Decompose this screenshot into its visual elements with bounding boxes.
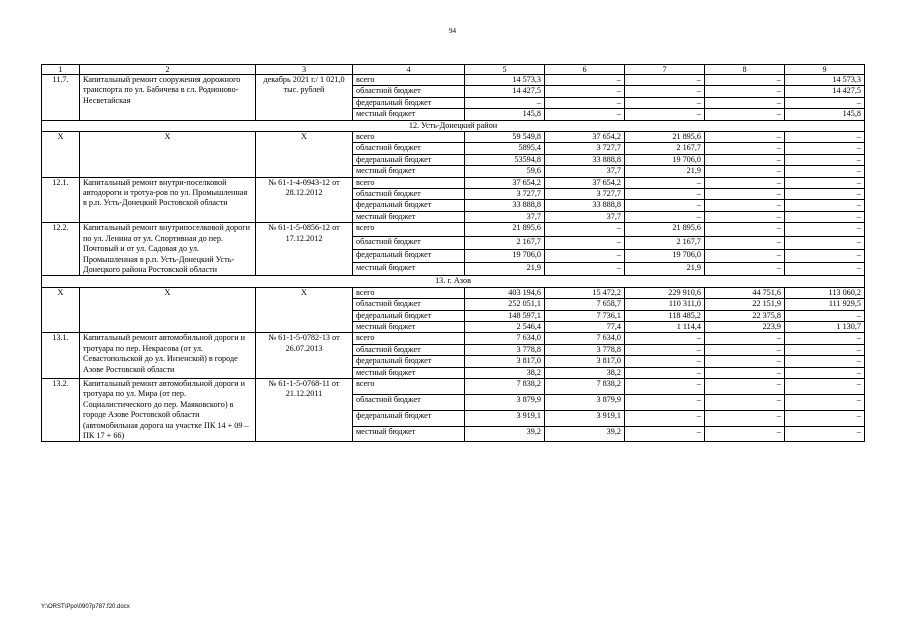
amount-cell: – [785,263,865,276]
item-number: Х [42,132,80,178]
object-name: Капитальный ремонт автомобильной дороги и тротуара по пер. Некрасова (от ул. Севастопольской до ул. Инзенской) в городе Азове Ростовской области [80,333,256,379]
amount-cell: 44 751,6 [705,287,785,298]
amount-cell: 37 654,2 [545,177,625,188]
amount-cell: 111 929,5 [785,299,865,310]
amount-cell: 37,7 [545,211,625,222]
amount-cell: 148 597,1 [465,310,545,321]
amount-cell: – [705,426,785,442]
amount-cell: 53594,8 [465,154,545,165]
amount-cell: – [705,189,785,200]
amount-cell: – [545,263,625,276]
amount-cell: – [625,200,705,211]
document-reference: декабрь 2021 г./ 1 021,0 тыс. рублей [256,75,353,121]
amount-cell: 7 838,2 [465,378,545,394]
amount-cell: – [705,200,785,211]
budget-source-label: областной бюджет [353,394,465,410]
amount-cell: 21 895,6 [625,132,705,143]
amount-cell: – [545,236,625,249]
budget-source-label: местный бюджет [353,426,465,442]
item-number: 11.7. [42,75,80,121]
column-number: 2 [80,65,256,75]
budget-source-label: федеральный бюджет [353,410,465,426]
budget-source-label: областной бюджет [353,344,465,355]
amount-cell: 39,2 [465,426,545,442]
amount-cell: 14 427,5 [465,86,545,97]
budget-source-label: местный бюджет [353,109,465,120]
amount-cell: – [785,189,865,200]
amount-cell: 37 654,2 [465,177,545,188]
amount-cell: – [705,410,785,426]
amount-cell: – [785,143,865,154]
amount-cell: 33 888,8 [545,200,625,211]
budget-source-label: федеральный бюджет [353,200,465,211]
amount-cell: 37 654,2 [545,132,625,143]
column-number-row [42,65,865,75]
amount-cell: – [625,344,705,355]
column-number: 3 [256,65,353,75]
amount-cell: – [705,86,785,97]
amount-cell: 110 311,0 [625,299,705,310]
section-title: 13. г. Азов [42,276,865,287]
amount-cell: 145,8 [465,109,545,120]
item-number: 13.1. [42,333,80,379]
amount-cell: – [545,249,625,262]
amount-cell: – [785,200,865,211]
amount-cell: 3 778,8 [545,344,625,355]
column-number: 9 [785,65,865,75]
budget-source-label: местный бюджет [353,367,465,378]
amount-cell: – [705,223,785,236]
amount-cell: 33 888,8 [465,200,545,211]
amount-cell: 2 167,7 [625,143,705,154]
amount-cell: 19 706,0 [625,249,705,262]
amount-cell: 19 706,0 [465,249,545,262]
column-number: 8 [705,65,785,75]
amount-cell: 59,6 [465,166,545,177]
amount-cell: – [625,211,705,222]
amount-cell: – [705,177,785,188]
document-reference: № 61-1-5-0856-12 от 17.12.2012 [256,223,353,276]
amount-cell: – [705,236,785,249]
amount-cell: – [545,109,625,120]
amount-cell: – [625,189,705,200]
budget-source-label: федеральный бюджет [353,97,465,108]
amount-cell: – [545,97,625,108]
section-row [42,276,865,287]
object-name: Капитальный ремонт сооружения дорожного транспорта по ул. Бабичева в сл. Родионово-Несветайская [80,75,256,121]
amount-cell: – [545,86,625,97]
budget-source-label: областной бюджет [353,86,465,97]
budget-source-label: федеральный бюджет [353,356,465,367]
amount-cell: 38,2 [465,367,545,378]
object-name: Капитальный ремонт автомобильной дороги и тротуара по ул. Мира (от пер. Социалистического до пер. Маяковского) в городе Азове Ростовской области (автомобильная дорога на участке ПК 14 + 09 – ПК 17 + 66) [80,378,256,441]
amount-cell: 14 427,5 [785,86,865,97]
amount-cell: 113 060,2 [785,287,865,298]
amount-cell: 21,9 [465,263,545,276]
object-name: Капитальный ремонт внутри-поселковой автодороги и тротуа-ров по ул. Промышленная в р.п. Усть-Донецкий Ростовской области [80,177,256,223]
amount-cell: 3 817,0 [545,356,625,367]
amount-cell: 3 778,8 [465,344,545,355]
amount-cell: – [785,310,865,321]
amount-cell: 3 919,1 [545,410,625,426]
amount-cell: 2 167,7 [465,236,545,249]
amount-cell: – [785,223,865,236]
amount-cell: – [625,109,705,120]
amount-cell: – [785,367,865,378]
amount-cell: – [705,367,785,378]
column-number: 4 [353,65,465,75]
amount-cell: – [625,333,705,344]
amount-cell: – [625,97,705,108]
budget-source-label: всего [353,333,465,344]
amount-cell: – [625,410,705,426]
budget-source-label: всего [353,75,465,86]
budget-source-label: всего [353,223,465,236]
amount-cell: – [785,378,865,394]
amount-cell: 3 879,9 [545,394,625,410]
budget-source-label: всего [353,132,465,143]
amount-cell: 14 573,3 [465,75,545,86]
amount-cell: – [625,426,705,442]
amount-cell: 19 706,0 [625,154,705,165]
column-number: 7 [625,65,705,75]
budget-source-label: всего [353,378,465,394]
section-row [42,120,865,131]
amount-cell: – [705,378,785,394]
amount-cell: 5895,4 [465,143,545,154]
amount-cell: 1 114,4 [625,321,705,332]
amount-cell: 38,2 [545,367,625,378]
amount-cell: – [705,166,785,177]
amount-cell: 7 634,0 [545,333,625,344]
amount-cell: – [545,75,625,86]
amount-cell: – [625,378,705,394]
page-number: 94 [449,27,456,35]
amount-cell: 37,7 [545,166,625,177]
file-path-footer: Y:\ORST\Ppo\0907p787.f20.docx [41,604,130,610]
amount-cell: 3 817,0 [465,356,545,367]
table-row [42,177,865,188]
amount-cell: – [785,97,865,108]
document-reference: Х [256,132,353,178]
table-row [42,287,865,298]
amount-cell: – [785,154,865,165]
amount-cell: 229 910,6 [625,287,705,298]
amount-cell: – [785,211,865,222]
amount-cell: – [785,166,865,177]
amount-cell: – [785,132,865,143]
amount-cell: 1 130,7 [785,321,865,332]
table-row [42,378,865,394]
amount-cell: – [625,367,705,378]
budget-source-label: областной бюджет [353,189,465,200]
amount-cell: 21 895,6 [465,223,545,236]
amount-cell: – [705,97,785,108]
table-row [42,75,865,86]
budget-source-label: всего [353,287,465,298]
amount-cell: 7 736,1 [545,310,625,321]
amount-cell: – [705,132,785,143]
amount-cell: 3 919,1 [465,410,545,426]
object-name: Х [80,132,256,178]
amount-cell: – [625,394,705,410]
amount-cell: 118 485,2 [625,310,705,321]
amount-cell: – [705,109,785,120]
amount-cell: 22 151,9 [705,299,785,310]
amount-cell: – [785,410,865,426]
amount-cell: – [625,356,705,367]
amount-cell: 145,8 [785,109,865,120]
amount-cell: 7 634,0 [465,333,545,344]
amount-cell: – [705,263,785,276]
budget-source-label: областной бюджет [353,236,465,249]
table-row [42,132,865,143]
amount-cell: – [705,143,785,154]
budget-table [41,64,865,442]
amount-cell: – [785,394,865,410]
column-number: 1 [42,65,80,75]
budget-source-label: местный бюджет [353,166,465,177]
budget-source-label: местный бюджет [353,321,465,332]
amount-cell: 39,2 [545,426,625,442]
amount-cell: 7 658,7 [545,299,625,310]
budget-source-label: областной бюджет [353,143,465,154]
budget-source-label: местный бюджет [353,211,465,222]
amount-cell: – [625,177,705,188]
amount-cell: 77,4 [545,321,625,332]
budget-source-label: федеральный бюджет [353,154,465,165]
table-body [42,65,865,442]
amount-cell: – [785,356,865,367]
amount-cell: – [705,249,785,262]
amount-cell: 3 727,7 [545,189,625,200]
amount-cell: 21,9 [625,263,705,276]
amount-cell: 33 888,8 [545,154,625,165]
amount-cell: 21 895,6 [625,223,705,236]
amount-cell: 2 167,7 [625,236,705,249]
object-name: Х [80,287,256,333]
budget-source-label: федеральный бюджет [353,249,465,262]
amount-cell: 223,9 [705,321,785,332]
amount-cell: – [785,249,865,262]
amount-cell: – [465,97,545,108]
amount-cell: – [545,223,625,236]
object-name: Капитальный ремонт внутрипоселковой дороги по ул. Ленина от ул. Спортивная до пер. Почтовый и от ул. Садовая до ул. Промышленная в р.п. Усть-Донецкий Усть-Донецкого района Ростовской области [80,223,256,276]
column-number: 6 [545,65,625,75]
amount-cell: – [705,333,785,344]
amount-cell: – [705,75,785,86]
table-row [42,223,865,236]
amount-cell: – [785,426,865,442]
amount-cell: – [705,344,785,355]
item-number: Х [42,287,80,333]
amount-cell: 2 546,4 [465,321,545,332]
amount-cell: 403 194,6 [465,287,545,298]
amount-cell: 252 051,1 [465,299,545,310]
amount-cell: – [705,211,785,222]
amount-cell: – [705,394,785,410]
amount-cell: – [705,356,785,367]
item-number: 13.2. [42,378,80,441]
amount-cell: – [785,344,865,355]
document-reference: № 61-1-5-0782-13 от 26.07.2013 [256,333,353,379]
amount-cell: 15 472,2 [545,287,625,298]
budget-source-label: всего [353,177,465,188]
document-reference: № 61-1-4-0943-12 от 28.12.2012 [256,177,353,223]
amount-cell: 21,9 [625,166,705,177]
amount-cell: – [785,177,865,188]
amount-cell: 37,7 [465,211,545,222]
column-number: 5 [465,65,545,75]
amount-cell: – [785,236,865,249]
amount-cell: – [705,154,785,165]
item-number: 12.1. [42,177,80,223]
table-row [42,333,865,344]
item-number: 12.2. [42,223,80,276]
amount-cell: – [625,75,705,86]
budget-source-label: федеральный бюджет [353,310,465,321]
amount-cell: 59 549,8 [465,132,545,143]
section-title: 12. Усть-Донецкий район [42,120,865,131]
amount-cell: 22 375,8 [705,310,785,321]
amount-cell: – [625,86,705,97]
amount-cell: – [785,333,865,344]
amount-cell: 3 879,9 [465,394,545,410]
amount-cell: 3 727,7 [465,189,545,200]
budget-source-label: областной бюджет [353,299,465,310]
budget-source-label: местный бюджет [353,263,465,276]
amount-cell: 3 727,7 [545,143,625,154]
document-reference: Х [256,287,353,333]
amount-cell: 14 573,3 [785,75,865,86]
amount-cell: 7 838,2 [545,378,625,394]
document-reference: № 61-1-5-0768-11 от 21.12.2011 [256,378,353,441]
